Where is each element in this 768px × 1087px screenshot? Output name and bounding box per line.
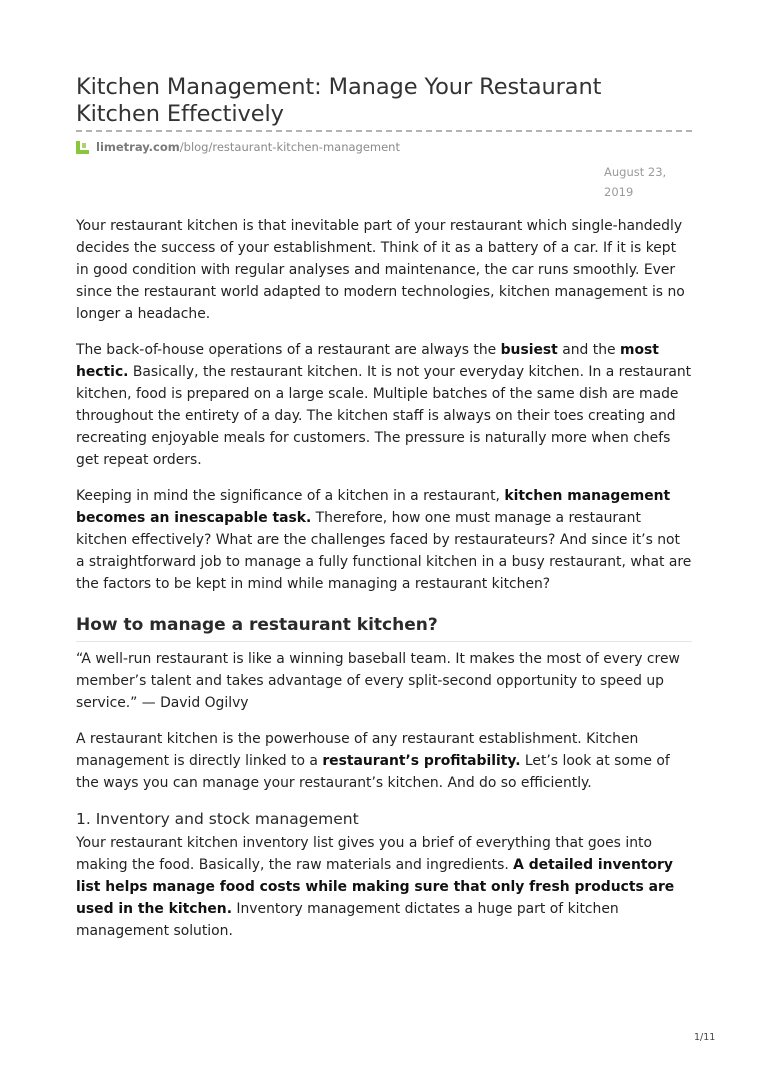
paragraph-back-of-house	[76, 339, 692, 471]
url-path: /blog/restaurant-kitchen-management	[179, 140, 400, 154]
paragraph-inventory	[76, 832, 692, 942]
limetray-logo-icon	[76, 141, 89, 154]
bold-text: restaurant’s profitability.	[322, 753, 521, 769]
bold-text: busiest	[500, 342, 558, 358]
page-number: 1/11	[694, 1032, 716, 1043]
bold-text: A detailed inventory list helps manage food costs while making sure that only fresh products are used in the kitchen.	[76, 857, 675, 917]
paragraph-quote: “A well-run restaurant is like a winning baseball team. It makes the most of every crew member’s talent and takes advantage of every split-second opportunity to speed up service.” — David Ogilvy	[76, 651, 680, 711]
text: Keeping in mind the significance of a kitchen in a restaurant,	[76, 488, 505, 504]
url-domain: limetray.com	[96, 140, 180, 154]
text: The back-of-house operations of a restaurant are always the	[76, 342, 501, 358]
subsection-heading: 1. Inventory and stock management	[76, 810, 359, 828]
text: and the	[557, 342, 620, 358]
text: A restaurant kitchen is the powerhouse of any restaurant establishment. Kitchen management is directly linked to a	[76, 731, 639, 769]
bold-text: most hectic.	[76, 342, 659, 380]
article-title: Kitchen Management: Manage Your Restaurant Kitchen Effectively	[76, 74, 602, 127]
publish-date: August 23, 2019	[604, 165, 667, 199]
text: Inventory management dictates a huge part of kitchen management solution.	[76, 901, 619, 939]
text: Therefore, how one must manage a restaurant kitchen effectively? What are the challenges faced by restaurateurs? And since it’s not a straightforward job to manage a fully functional kitchen in a busy restaurant, what are the factors to be kept in mind while managing a restaurant kitchen?	[76, 510, 692, 592]
dashed-divider	[76, 130, 692, 132]
source-url[interactable]	[76, 139, 400, 155]
paragraph-intro: Your restaurant kitchen is that inevitable part of your restaurant which single-handedly decides the success of your establishment. Think of it as a battery of a car. If it is kept in good condition with regular analyses and maintenance, the car runs smoothly. Ever since the restaurant world adapted to modern technologies, kitchen management is no longer a headache.	[76, 218, 685, 322]
bold-text: kitchen management becomes an inescapable task.	[76, 488, 671, 526]
section-heading: How to manage a restaurant kitchen?	[76, 613, 692, 642]
paragraph-significance	[76, 485, 692, 595]
article-body	[76, 215, 692, 956]
text: Your restaurant kitchen inventory list gives you a brief of everything that goes into making the food. Basically, the raw materials and ingredients.	[76, 835, 652, 873]
text: Basically, the restaurant kitchen. It is not your everyday kitchen. In a restaurant kitchen, food is prepared on a large scale. Multiple batches of the same dish are made throughout the entirety of a day. The kitchen staff is always on their toes creating and recreating enjoyable meals for customers. The pressure is naturally more when chefs get repeat orders.	[76, 364, 692, 468]
text: Let’s look at some of the ways you can manage your restaurant’s kitchen. And do so efficiently.	[76, 753, 670, 791]
paragraph-powerhouse	[76, 728, 692, 794]
